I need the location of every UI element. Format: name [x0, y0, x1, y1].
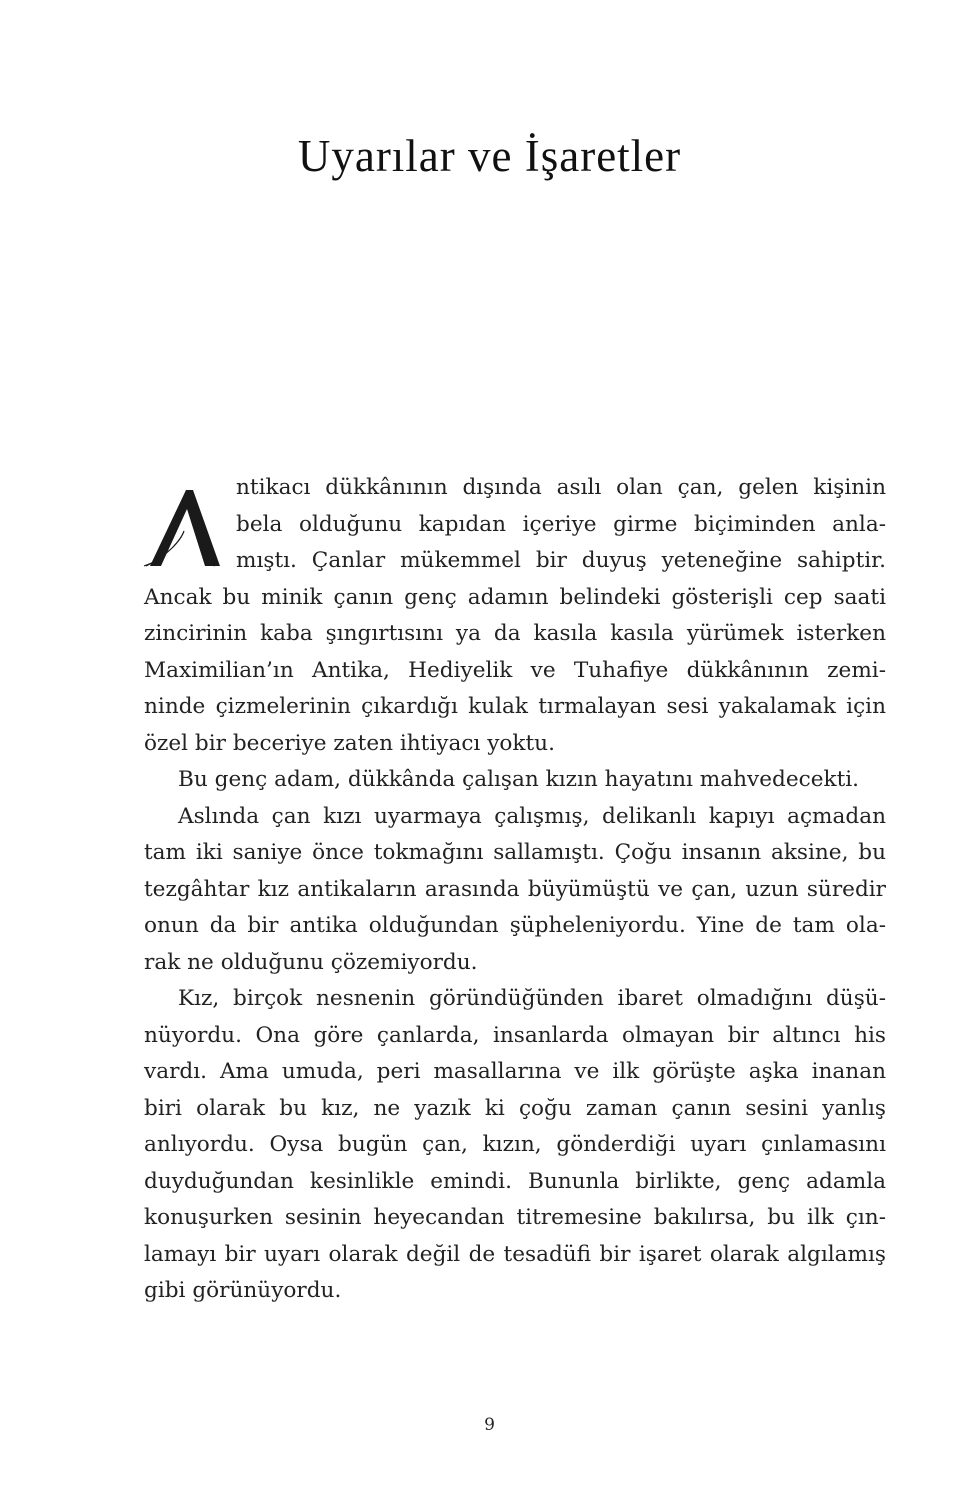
- body-line: tam iki saniye önce tokmağını sallamıştı. Çoğu insanın aksine, bu: [144, 840, 886, 865]
- body-line: mıştı. Çanlar mükemmel bir duyuş yeteneğine sahiptir.: [236, 548, 886, 573]
- body-line: Aslında çan kızı uyarmaya çalışmış, delikanlı kapıyı açmadan: [178, 803, 886, 829]
- svg-text:A: A: [187, 570, 188, 571]
- body-line: Bu genç adam, dükkânda çalışan kızın hayatını mahvedecekti.: [178, 767, 860, 792]
- body-line: anlıyordu. Oysa bugün çan, kızın, gönderdiği uyarı çınlamasını: [144, 1132, 886, 1157]
- body-line: rak ne olduğunu çözemiyordu.: [144, 949, 478, 975]
- body-line: duyduğundan kesinlikle emindi. Bununla birlikte, genç adamla: [144, 1168, 886, 1194]
- paragraph-2: [144, 762, 886, 799]
- body-line: Ancak bu minik çanın genç adamın belindeki gösterişli cep saati: [144, 584, 886, 610]
- body-line: gibi görünüyordu.: [144, 1278, 342, 1303]
- body-line: vardı. Ama umuda, peri masallarına ve ilk görüşte aşka inanan: [144, 1059, 886, 1084]
- drop-cap-a: [144, 482, 230, 576]
- body-line: özel bir beceriye zaten ihtiyacı yoktu.: [144, 730, 555, 756]
- paragraph-1: [144, 470, 886, 762]
- body-line: biri olarak bu kız, ne yazık ki çoğu zaman çanın sesini yanlış: [144, 1095, 886, 1121]
- paragraph-4: [144, 981, 886, 1310]
- body-line: Kız, birçok nesnenin göründüğünden ibaret olmadığını düşü-: [178, 986, 886, 1011]
- body-line: konuşurken sesinin heyecandan titremesine bakılırsa, bu ilk çın-: [144, 1205, 886, 1230]
- body-line: lamayı bir uyarı olarak değil de tesadüfi bir işaret olarak algılamış: [144, 1241, 886, 1267]
- chapter-body: [144, 470, 886, 1310]
- body-line: bela olduğunu kapıdan içeriye girme biçiminden anla-: [236, 511, 886, 537]
- body-line: Maximilian’ın Antika, Hediyelik ve Tuhafiye dükkânının zemi-: [144, 657, 886, 683]
- body-line: ninde çizmelerinin çıkardığı kulak tırmalayan sesi yakalamak için: [144, 694, 886, 719]
- paragraph-3: [144, 799, 886, 982]
- body-line: onun da bir antika olduğundan şüpheleniyordu. Yine de tam ola-: [144, 913, 886, 938]
- body-line: tezgâhtar kız antikaların arasında büyümüştü ve çan, uzun süredir: [144, 876, 886, 902]
- page-number: 9: [484, 1415, 495, 1435]
- chapter-title: Uyarılar ve İşaretler: [297, 131, 682, 181]
- body-line: ntikacı dükkânının dışında asılı olan çan, gelen kişinin: [236, 475, 886, 500]
- body-line: zincirinin kaba şıngırtısını ya da kasıla kasıla yürümek isterken: [144, 621, 886, 646]
- body-line: nüyordu. Ona göre çanlarda, insanlarda olmayan bir altıncı his: [144, 1022, 886, 1048]
